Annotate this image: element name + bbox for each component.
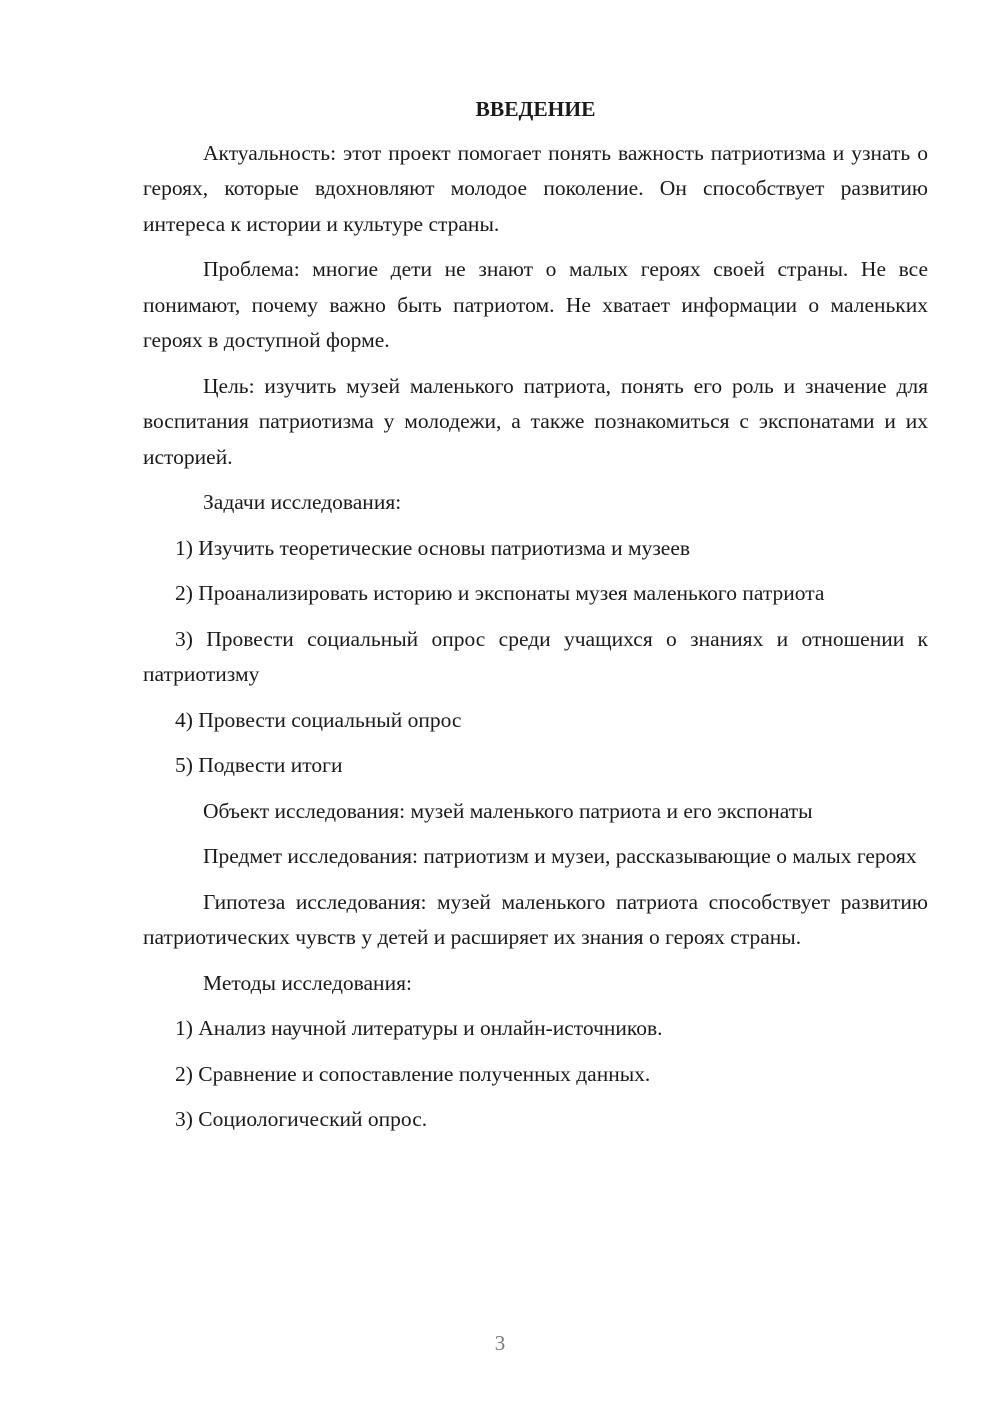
- tasks-heading: Задачи исследования:: [203, 490, 402, 514]
- task-item: 2) Проанализировать историю и экспонаты музея маленького патриота: [175, 581, 825, 605]
- method-item: 3) Социологический опрос.: [175, 1107, 428, 1131]
- method-item: 2) Сравнение и сопоставление полученных данных.: [175, 1061, 651, 1086]
- section-title: ВВЕДЕНИЕ: [475, 97, 596, 121]
- task-item: 3) Провести социальный опрос среди учащихся о знаниях и отношении к патриотизму: [143, 626, 928, 686]
- subject-paragraph: Предмет исследования: патриотизм и музеи, рассказывающие о малых героях: [203, 844, 917, 868]
- methods-heading: Методы исследования:: [203, 970, 412, 995]
- goal-paragraph: Цель: изучить музей маленького патриота, понять его роль и значение для воспитания патриотизма у молодежи, а также познакомиться с экспонатами и их историей.: [143, 373, 928, 469]
- relevance-paragraph: Актуальность: этот проект помогает понять важность патриотизма и узнать о героях, которые вдохновляют молодое поколение. Он способствует развитию интереса к истории и культуре страны.: [143, 140, 928, 236]
- object-paragraph: Объект исследования: музей маленького патриота и его экспонаты: [203, 798, 813, 823]
- task-item: 1) Изучить теоретические основы патриотизма и музеев: [175, 535, 691, 560]
- task-item: 4) Провести социальный опрос: [175, 707, 462, 732]
- page-content: [143, 92, 928, 1148]
- task-item: 5) Подвести итоги: [175, 753, 343, 777]
- page-number: 3: [494, 1331, 506, 1355]
- hypothesis-paragraph: Гипотеза исследования: музей маленького патриота способствует развитию патриотических чувств у детей и расширяет их знания о героях страны.: [143, 889, 928, 949]
- problem-paragraph: Проблема: многие дети не знают о малых героях своей страны. Не все понимают, почему важно быть патриотом. Не хватает информации о маленьких героях в доступной форме.: [143, 257, 928, 352]
- method-item: 1) Анализ научной литературы и онлайн-источников.: [175, 1016, 663, 1040]
